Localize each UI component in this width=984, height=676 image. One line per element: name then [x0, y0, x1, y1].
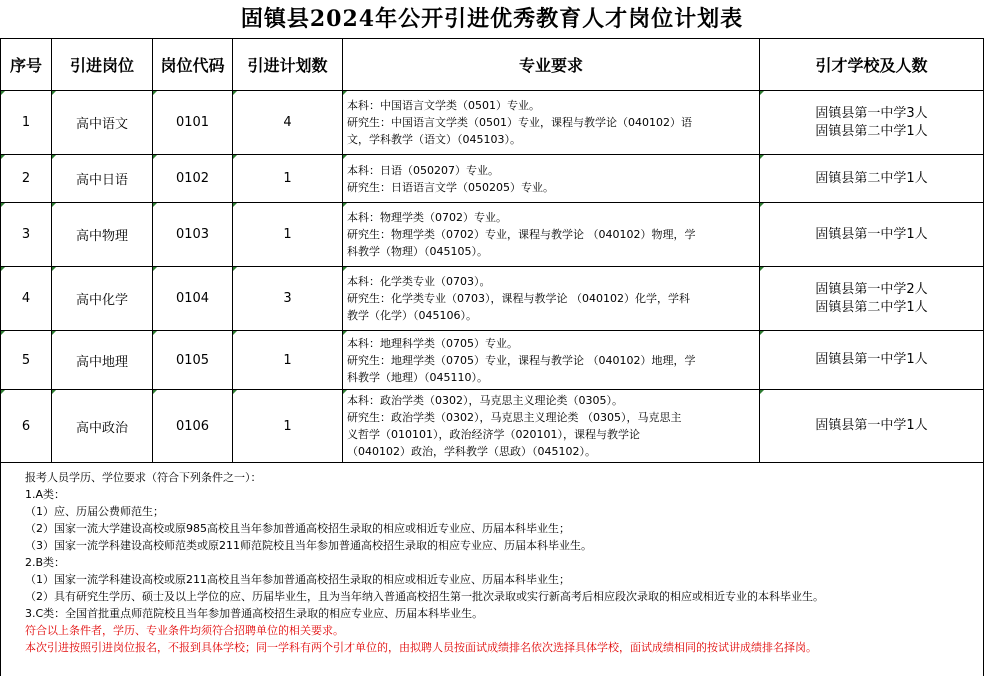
- cell-code: [153, 91, 233, 155]
- notes-row: [1, 463, 984, 676]
- header-major: 专业要求: [343, 39, 760, 91]
- cell-seq-text: 5: [21, 352, 31, 368]
- cell-marker: [52, 267, 56, 271]
- major-line: 本科：政治学类（0302），马克思主义理论类（0305）。: [347, 394, 623, 407]
- note-line: 报考人员学历、学位要求（符合下列条件之一）：: [25, 471, 262, 484]
- header-code: 岗位代码: [153, 39, 233, 91]
- major-line: 研究生：地理学类（0705）专业，课程与教学论 （040102）地理，学: [347, 353, 696, 367]
- cell-marker: [233, 155, 237, 159]
- cell-plan-text: 3: [283, 291, 292, 306]
- major-line: 义哲学（010101），政治经济学（020101），课程与教学论: [347, 428, 640, 441]
- cell-post: [52, 91, 153, 155]
- cell-marker: [52, 390, 56, 394]
- cell-marker: [760, 155, 764, 159]
- major-line: 研究生：物理学类（0702）专业，课程与教学论 （040102）物理，学: [347, 228, 696, 241]
- major-line: 教学（化学）（045106）。: [347, 309, 477, 322]
- cell-code: [153, 155, 233, 203]
- cell-marker: [343, 91, 347, 95]
- school-line: 固镇县第一中学1人: [815, 418, 928, 433]
- header-row: [1, 39, 984, 91]
- cell-marker: [760, 267, 764, 271]
- cell-post-text: 高中物理: [75, 229, 128, 244]
- cell-school: [760, 203, 984, 267]
- cell-school: [760, 390, 984, 463]
- cell-seq: [1, 155, 52, 203]
- cell-marker: [52, 91, 56, 95]
- note-line: （2）国家一流大学建设高校或原985高校且当年参加普通高校招生录取的相应或相近专业应、历届本科毕业生；: [25, 522, 570, 535]
- cell-seq: [1, 91, 52, 155]
- cell-code-text: 0103: [175, 227, 210, 242]
- cell-post-text: 高中语文: [75, 117, 128, 132]
- cell-code: [153, 267, 233, 331]
- cell-marker: [233, 331, 237, 335]
- cell-post-text: 高中地理: [75, 354, 128, 370]
- cell-marker: [760, 91, 764, 95]
- cell-post: [52, 331, 153, 390]
- header-seq: 序号: [1, 39, 52, 91]
- major-line: 研究生：中国语言文学类（0501）专业，课程与教学论（040102）语: [347, 116, 692, 129]
- table-row: [1, 155, 984, 203]
- cell-marker: [343, 267, 347, 271]
- major-line: 研究生：日语语言文学（050205）专业。: [347, 180, 554, 194]
- cell-school: [760, 331, 984, 390]
- note-line: （1）应、历届公费师范生；: [25, 505, 164, 518]
- school-line: 固镇县第二中学1人: [815, 299, 928, 315]
- header-school: 引才学校及人数: [760, 39, 984, 91]
- cell-code-text: 0105: [175, 352, 210, 368]
- cell-school: [760, 267, 984, 331]
- cell-plan-text: 1: [283, 352, 292, 368]
- cell-post: [52, 155, 153, 203]
- school-line: 固镇县第二中学1人: [815, 123, 928, 139]
- table-row: [1, 91, 984, 155]
- note-red-line: 本次引进按照引进岗位报名，不报到具体学校；同一学科有两个引才单位的，由拟聘人员按面试成绩排名依次选择具体学校，面试成绩相同的按试讲成绩排名择岗。: [25, 641, 817, 654]
- cell-plan-text: 1: [283, 418, 292, 434]
- major-line: 本科：地理科学类（0705）专业。: [347, 336, 518, 350]
- cell-marker: [760, 390, 764, 394]
- cell-marker: [233, 390, 237, 394]
- cell-school: [760, 91, 984, 155]
- note-line: （1）国家一流学科建设高校或原211高校且当年参加普通高校招生录取的相应或相近专业应、历届本科毕业生；: [25, 573, 570, 586]
- major-line: 研究生：化学类专业（0703），课程与教学论 （040102）化学，学科: [347, 292, 690, 305]
- position-plan-table: [0, 38, 984, 676]
- cell-major: [343, 267, 760, 331]
- cell-marker: [343, 155, 347, 159]
- notes-cell: [1, 463, 984, 676]
- cell-post: [52, 390, 153, 463]
- cell-seq-text: 2: [21, 171, 31, 186]
- cell-marker: [1, 390, 5, 394]
- cell-marker: [343, 331, 347, 335]
- table-row: [1, 267, 984, 331]
- header-post: 引进岗位: [52, 39, 153, 91]
- cell-marker: [1, 203, 5, 207]
- school-line: 固镇县第一中学3人: [815, 105, 928, 121]
- notes-red-list: [25, 622, 983, 656]
- cell-marker: [760, 331, 764, 335]
- cell-plan: [233, 331, 343, 390]
- document-title: 固镇县2024年公开引进优秀教育人才岗位计划表: [240, 6, 744, 32]
- cell-post-text: 高中化学: [75, 293, 128, 308]
- note-line: 1.A类：: [25, 488, 66, 501]
- cell-marker: [153, 390, 157, 394]
- cell-marker: [153, 331, 157, 335]
- cell-plan: [233, 203, 343, 267]
- table-body: [1, 91, 984, 463]
- cell-marker: [153, 91, 157, 95]
- cell-marker: [760, 203, 764, 207]
- note-line: 3.C类：全国首批重点师范院校且当年参加普通高校招生录取的相应专业应、历届本科毕业生。: [25, 607, 484, 620]
- school-line: 固镇县第一中学2人: [815, 281, 928, 297]
- cell-major: [343, 91, 760, 155]
- cell-post-text: 高中日语: [75, 173, 128, 188]
- note-line: 2.B类：: [25, 556, 66, 569]
- cell-seq-text: 6: [21, 418, 31, 434]
- cell-seq-text: 4: [21, 291, 31, 306]
- cell-seq: [1, 390, 52, 463]
- cell-major: [343, 203, 760, 267]
- cell-seq: [1, 203, 52, 267]
- table-row: [1, 390, 984, 463]
- cell-plan: [233, 390, 343, 463]
- cell-plan-text: 4: [283, 115, 292, 130]
- school-line: 固镇县第一中学1人: [815, 226, 928, 242]
- cell-marker: [52, 155, 56, 159]
- header-plan: 引进计划数: [233, 39, 343, 91]
- cell-seq: [1, 331, 52, 390]
- major-line: 科教学（物理）（045105）。: [347, 245, 488, 258]
- table-row: [1, 203, 984, 267]
- cell-code: [153, 390, 233, 463]
- major-line: （040102）政治，学科教学（思政）（045102）。: [347, 445, 596, 458]
- table-row: [1, 331, 984, 390]
- cell-major: [343, 331, 760, 390]
- cell-post-text: 高中政治: [75, 420, 128, 436]
- cell-post: [52, 203, 153, 267]
- major-line: 研究生：政治学类（0302），马克思主义理论类 （0305），马克思主: [347, 411, 682, 424]
- school-line: 固镇县第一中学1人: [815, 352, 928, 367]
- notes-list: [25, 469, 983, 622]
- cell-seq-text: 3: [21, 227, 31, 242]
- cell-school: [760, 155, 984, 203]
- cell-plan: [233, 155, 343, 203]
- cell-marker: [343, 203, 347, 207]
- cell-major: [343, 155, 760, 203]
- note-line: （2）具有研究生学历、硕士及以上学位的应、历届毕业生，且为当年纳入普通高校招生第一批次录取或实行新高考后相应段次录取的相应或相近专业的本科毕业生。: [25, 590, 824, 603]
- cell-marker: [1, 155, 5, 159]
- note-line: （3）国家一流学科建设高校师范类或原211师范院校且当年参加普通高校招生录取的相应专业应、历届本科毕业生。: [25, 539, 592, 552]
- major-line: 本科：化学类专业（0703）。: [347, 275, 491, 288]
- cell-marker: [153, 267, 157, 271]
- cell-marker: [233, 91, 237, 95]
- cell-marker: [153, 203, 157, 207]
- cell-marker: [1, 331, 5, 335]
- cell-post: [52, 267, 153, 331]
- cell-marker: [233, 203, 237, 207]
- cell-plan: [233, 267, 343, 331]
- cell-code-text: 0102: [175, 171, 210, 186]
- cell-code-text: 0101: [175, 115, 210, 130]
- cell-marker: [343, 390, 347, 394]
- cell-marker: [1, 91, 5, 95]
- cell-code: [153, 203, 233, 267]
- cell-plan: [233, 91, 343, 155]
- cell-code-text: 0106: [175, 418, 210, 434]
- cell-marker: [52, 203, 56, 207]
- cell-marker: [52, 331, 56, 335]
- note-red-line: 符合以上条件者，学历、专业条件均须符合招聘单位的相关要求。: [25, 624, 344, 637]
- school-line: 固镇县第二中学1人: [815, 170, 928, 186]
- major-line: 本科：日语（050207）专业。: [347, 163, 499, 177]
- cell-marker: [233, 267, 237, 271]
- cell-code: [153, 331, 233, 390]
- major-line: 文，学科教学（语文）（045103）。: [347, 133, 521, 146]
- cell-seq: [1, 267, 52, 331]
- cell-plan-text: 1: [283, 227, 292, 242]
- cell-marker: [153, 155, 157, 159]
- cell-major: [343, 390, 760, 463]
- major-line: 科教学（地理）（045110）。: [347, 370, 488, 384]
- cell-plan-text: 1: [283, 171, 292, 186]
- cell-marker: [1, 267, 5, 271]
- cell-seq-text: 1: [21, 115, 31, 130]
- major-line: 本科：物理学类（0702）专业。: [347, 211, 507, 224]
- major-line: 本科：中国语言文学类（0501）专业。: [347, 99, 540, 112]
- cell-code-text: 0104: [175, 291, 210, 306]
